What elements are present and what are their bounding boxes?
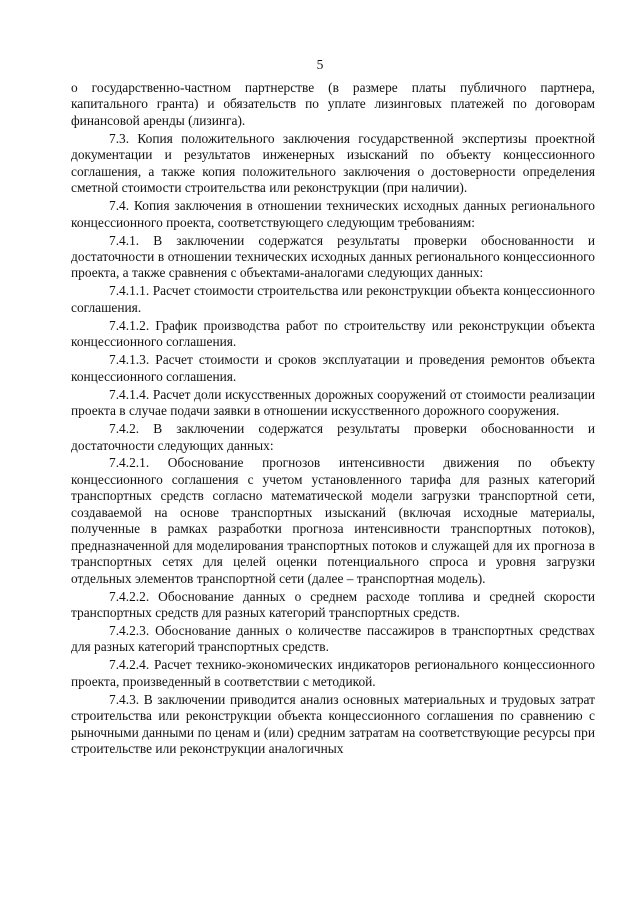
document-body bbox=[71, 80, 595, 759]
paragraph-7-4-2-4: 7.4.2.4. Расчет технико-экономических индикаторов регионального концессионного проекта, произведенный в соответствии с методикой. bbox=[71, 657, 595, 689]
paragraph-7-4: 7.4. Копия заключения в отношении технических исходных данных регионального концессионного проекта, соответствующего следующим требованиям: bbox=[71, 198, 595, 230]
paragraph-7-4-1: 7.4.1. В заключении содержатся результаты проверки обоснованности и достаточности в отношении технических исходных данных регионального концессионного проекта, а также сравнения с объектами-аналогами следующих данных: bbox=[71, 232, 595, 281]
paragraph-7-4-2: 7.4.2. В заключении содержатся результаты проверки обоснованности и достаточности следующих данных: bbox=[71, 421, 595, 453]
paragraph-continuation: о государственно-частном партнерстве (в размере платы публичного партнера, капитального гранта) и обязательств по уплате лизинговых платежей по договорам финансовой аренды (лизинга). bbox=[71, 80, 595, 128]
paragraph-7-3: 7.3. Копия положительного заключения государственной экспертизы проектной документации и результатов инженерных изысканий по объекту концессионного соглашения, а также копия положительного заключения о достоверности определения сметной стоимости строительства или реконструкции (при наличии). bbox=[71, 130, 595, 196]
paragraph-7-4-1-3: 7.4.1.3. Расчет стоимости и сроков эксплуатации и проведения ремонтов объекта концессионного соглашения. bbox=[71, 352, 595, 384]
paragraph-7-4-2-1: 7.4.2.1. Обоснование прогнозов интенсивности движения по объекту концессионного соглашения с учетом установленного тарифа для разных категорий транспортных средств согласно математической модели загрузки транспортной сети, создаваемой на основе транспортных изысканий (включая исходные материалы, полученные в рамках разработки прогноза интенсивности транспортных потоков), предназначенной для моделирования транспортных потоков и служащей для их прогноза в транспортных сетях для целей оценки потенциального спроса и уровня загрузки отдельных элементов транспортной сети (далее – транспортная модель). bbox=[71, 455, 595, 586]
paragraph-7-4-2-3: 7.4.2.3. Обоснование данных о количестве пассажиров в транспортных средствах для разных категорий транспортных средств. bbox=[71, 623, 595, 655]
page-number: 5 bbox=[316, 57, 324, 72]
paragraph-7-4-3: 7.4.3. В заключении приводится анализ основных материальных и трудовых затрат строительства или реконструкции объекта концессионного соглашения по сравнению с рыночными данными по ценам и (или) средним затратам на соответствующие ресурсы при строительстве или реконструкции аналогичных bbox=[71, 691, 595, 757]
paragraph-7-4-1-2: 7.4.1.2. График производства работ по строительству или реконструкции объекта концессионного соглашения. bbox=[71, 317, 595, 350]
paragraph-7-4-2-2: 7.4.2.2. Обоснование данных о среднем расходе топлива и средней скорости транспортных средств для разных категорий транспортных средств. bbox=[71, 588, 595, 621]
paragraph-7-4-1-1: 7.4.1.1. Расчет стоимости строительства или реконструкции объекта концессионного соглашения. bbox=[71, 283, 595, 315]
paragraph-7-4-1-4: 7.4.1.4. Расчет доли искусственных дорожных сооружений от стоимости реализации проекта в случае подачи заявки в отношении искусственного дорожного сооружения. bbox=[71, 386, 595, 419]
